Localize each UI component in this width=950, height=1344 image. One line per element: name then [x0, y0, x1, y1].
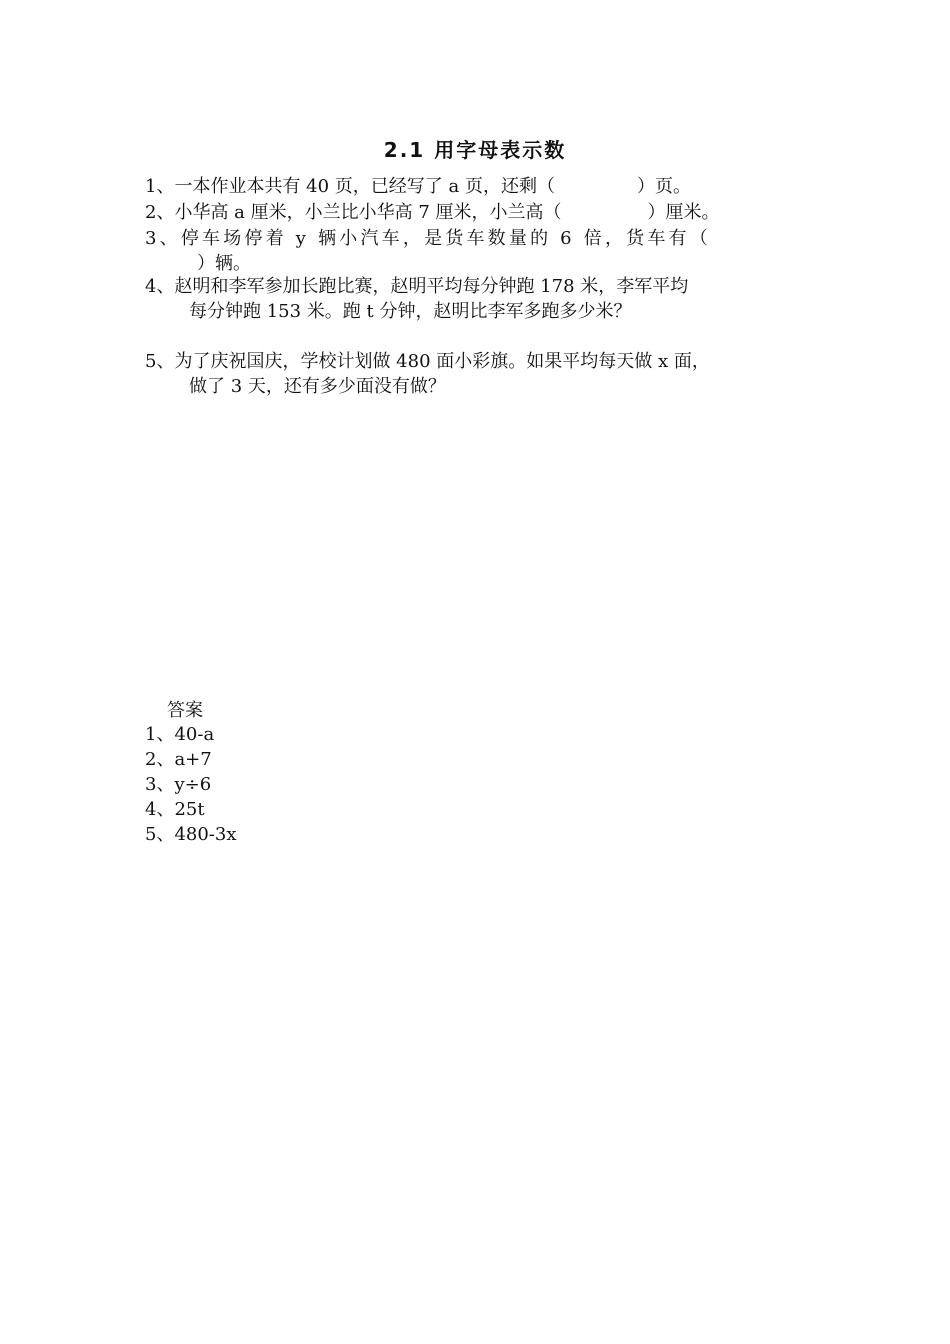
answer-1: 1、40-a	[145, 724, 215, 745]
answer-5: 5、480-3x	[145, 824, 237, 845]
answer-2: 2、a+7	[145, 749, 212, 770]
question-3-line-2: ）辆。	[197, 253, 251, 274]
question-5-line-1: 5、为了庆祝国庆，学校计划做 480 面小彩旗。如果平均每天做 x 面，	[145, 351, 710, 372]
page-title: 2.1 用字母表示数	[383, 138, 567, 162]
answers-heading: 答案	[167, 700, 203, 721]
question-5	[145, 349, 835, 399]
question-2-text-end: ）厘米。	[647, 202, 720, 223]
question-4	[145, 274, 835, 324]
question-3	[145, 226, 835, 276]
question-2-text-start: 2、小华高 a 厘米，小兰比小华高 7 厘米，小兰高（	[145, 202, 562, 223]
question-3-line-1: 3、停车场停着 y 辆小汽车，是货车数量的 6 倍，货车有（	[145, 228, 711, 249]
question-5-line-2: 做了 3 天，还有多少面没有做？	[189, 376, 446, 397]
question-4-line-1: 4、赵明和李军参加长跑比赛，赵明平均每分钟跑 178 米，李军平均	[145, 276, 689, 297]
question-1	[145, 174, 835, 199]
question-2	[145, 200, 835, 225]
question-1-text-end: ）页。	[636, 176, 691, 197]
answer-4: 4、25t	[145, 799, 205, 820]
answer-3: 3、y÷6	[145, 774, 212, 795]
question-1-text-start: 1、一本作业本共有 40 页，已经写了 a 页，还剩（	[145, 176, 555, 197]
question-4-line-2: 每分钟跑 153 米。跑 t 分钟，赵明比李军多跑多少米？	[189, 301, 632, 322]
